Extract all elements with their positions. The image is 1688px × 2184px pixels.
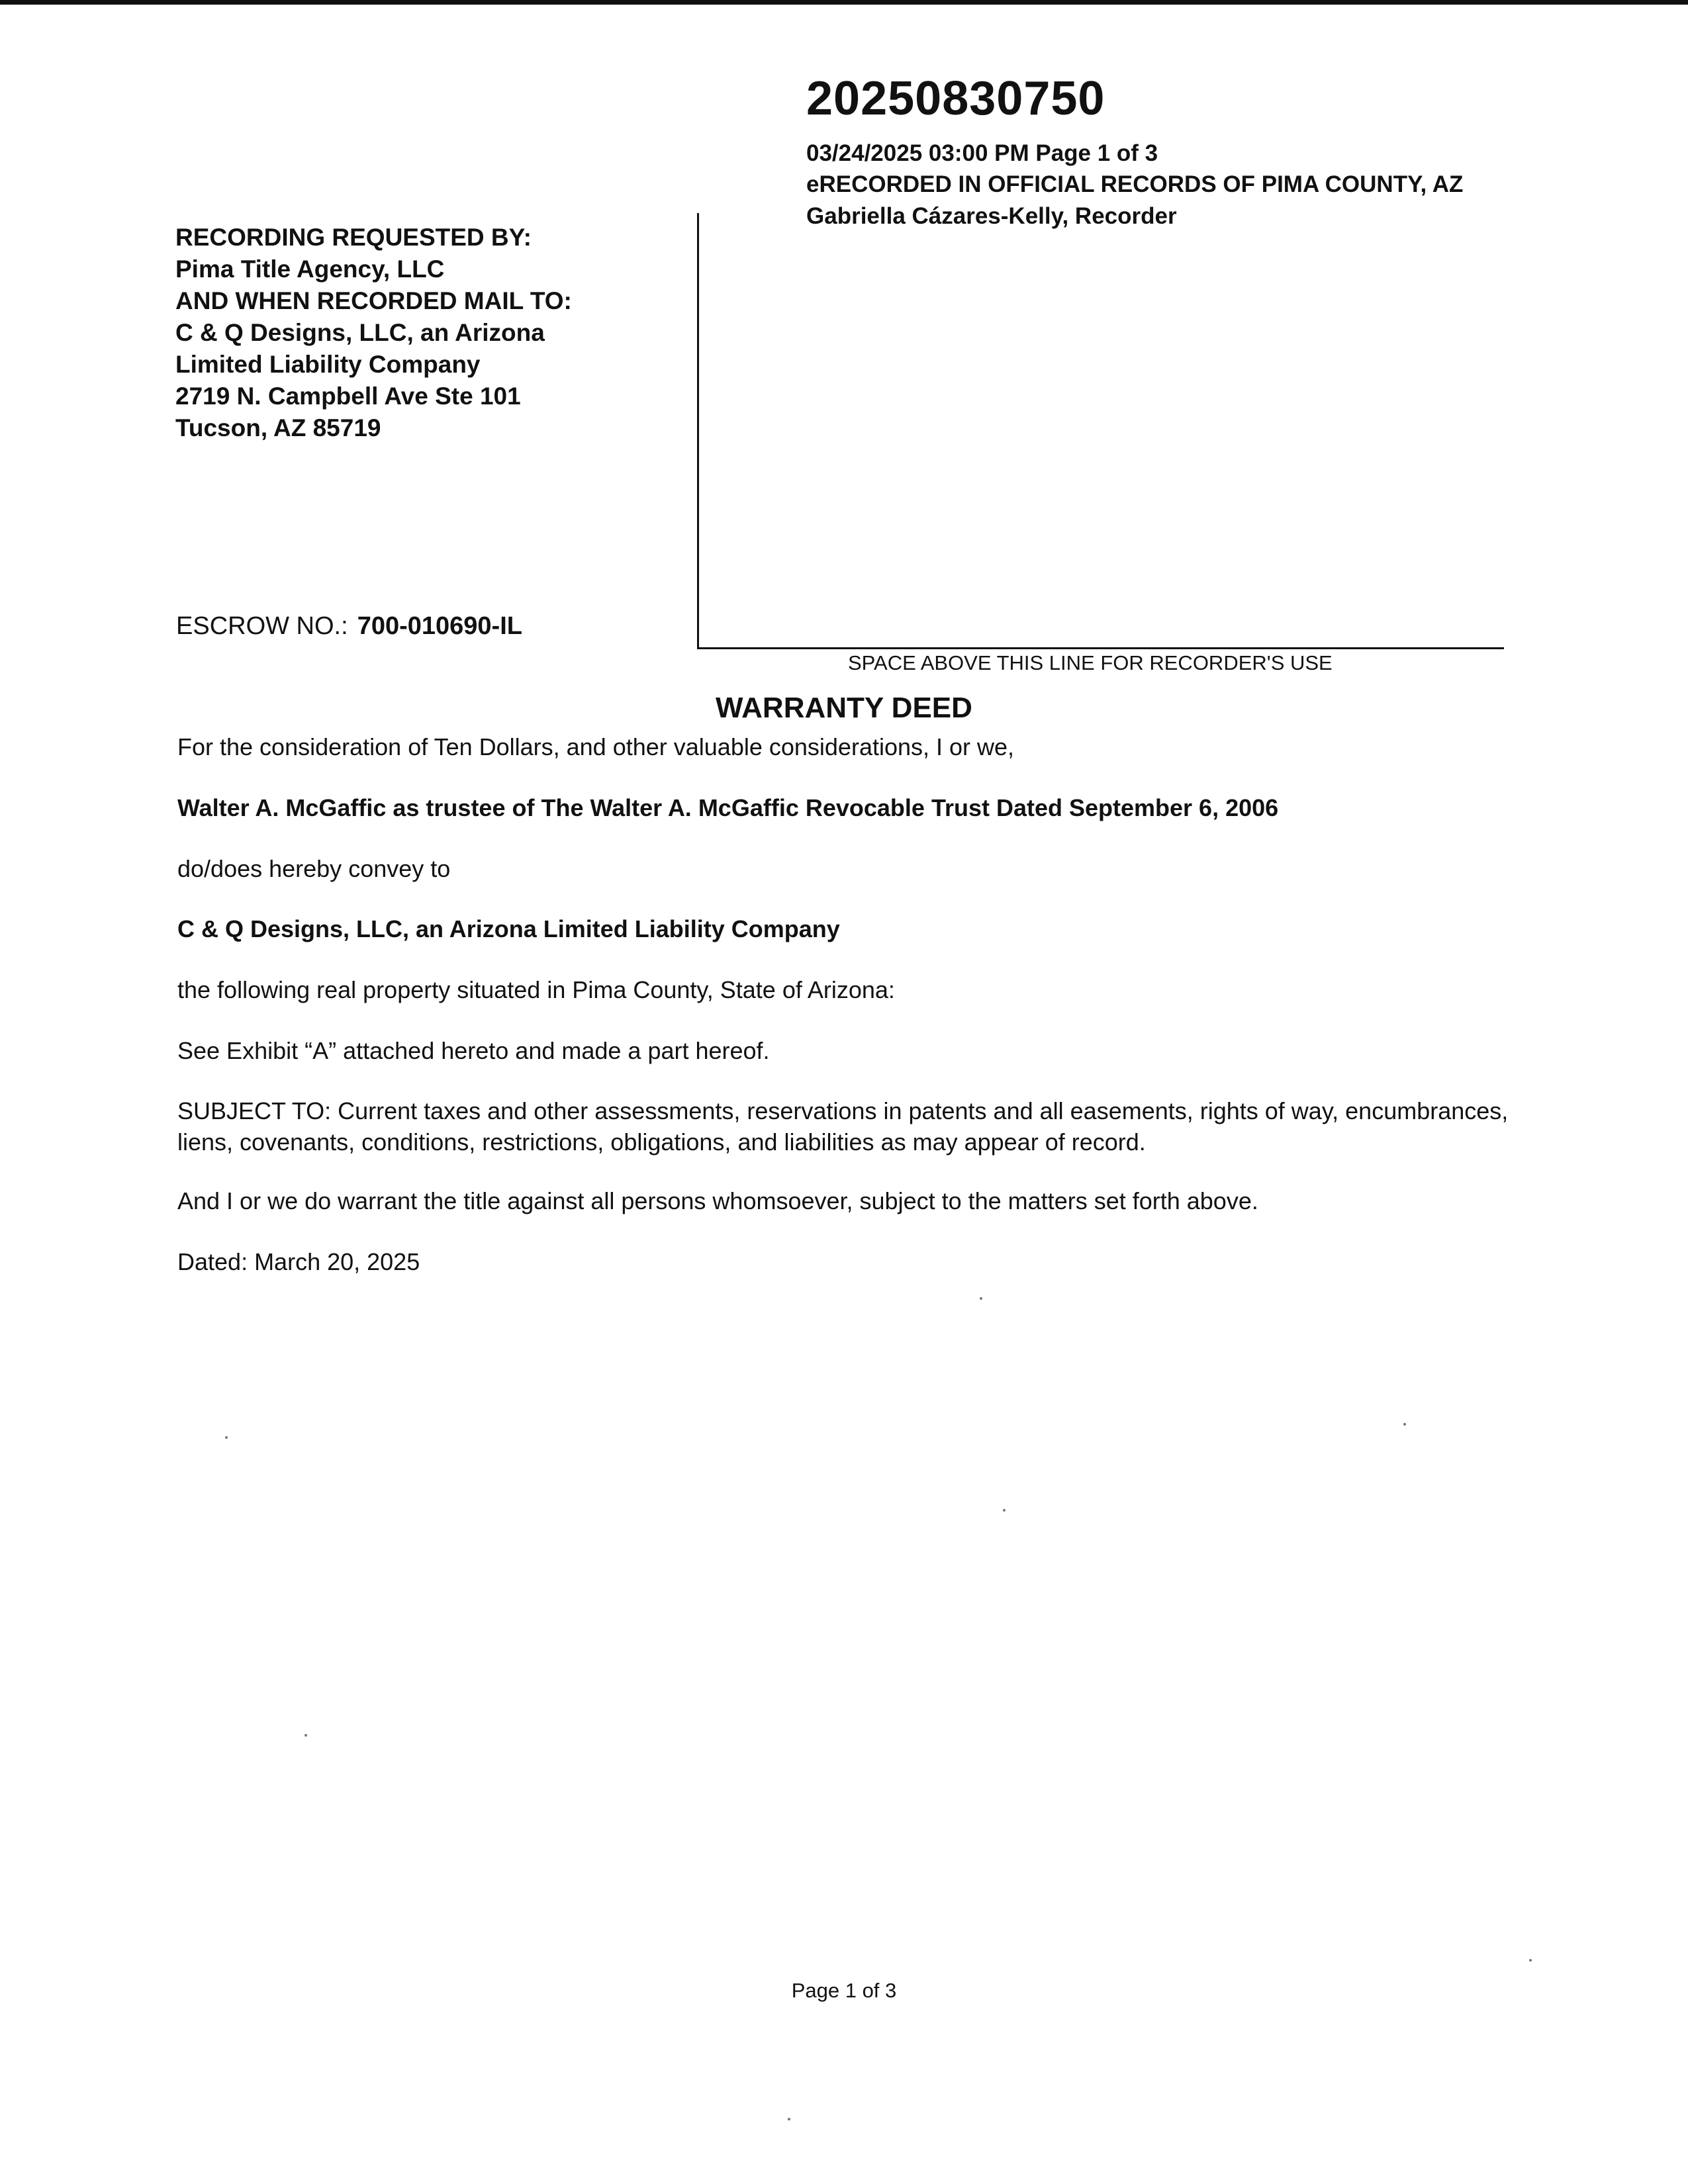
grantee-name: C & Q Designs, LLC, an Arizona Limited Liability Company <box>177 915 840 942</box>
document-title: WARRANTY DEED <box>716 692 972 724</box>
page-number-footer: Page 1 of 3 <box>791 1979 897 2002</box>
mail-to-heading: AND WHEN RECORDED MAIL TO: <box>175 287 572 314</box>
scan-speck <box>1003 1509 1006 1512</box>
recorder-box-vertical-rule <box>697 213 699 649</box>
escrow-label: ESCROW NO.: <box>176 612 348 640</box>
convey-paragraph: do/does hereby convey to <box>177 855 451 882</box>
scan-speck <box>1403 1423 1406 1426</box>
requested-by-heading: RECORDING REQUESTED BY: <box>175 224 532 251</box>
mail-to-line: Tucson, AZ 85719 <box>175 414 381 441</box>
mail-to-line: C & Q Designs, LLC, an Arizona <box>175 319 545 346</box>
requesting-agency: Pima Title Agency, LLC <box>175 255 445 283</box>
dated-line: Dated: March 20, 2025 <box>177 1248 420 1275</box>
warranty-paragraph: And I or we do warrant the title against all persons whomsoever, subject to the matters set forth above. <box>177 1187 1258 1214</box>
recorder-box-horizontal-rule <box>697 647 1504 649</box>
property-paragraph: the following real property situated in Pima County, State of Arizona: <box>177 976 895 1003</box>
scan-speck <box>305 1734 307 1737</box>
consideration-paragraph: For the consideration of Ten Dollars, and other valuable considerations, I or we, <box>177 733 1015 760</box>
subject-to-paragraph: SUBJECT TO: Current taxes and other assessments, reservations in patents and all easements, rights of way, encumbrances, liens, covenants, conditions, restrictions, obligations, and liabilities as may appear of record. <box>177 1097 1509 1156</box>
escrow-number-row <box>176 612 522 641</box>
scan-speck <box>225 1436 228 1439</box>
scan-top-border <box>0 0 1688 5</box>
scan-speck <box>788 2118 790 2120</box>
recorder-name: Gabriella Cázares-Kelly, Recorder <box>806 203 1177 229</box>
mail-to-line: 2719 N. Campbell Ave Ste 101 <box>175 383 521 410</box>
recorded-in-official-records: eRECORDED IN OFFICIAL RECORDS OF PIMA COUNTY, AZ <box>806 171 1464 197</box>
mail-to-line: Limited Liability Company <box>175 351 481 378</box>
instrument-number: 20250830750 <box>806 72 1105 125</box>
escrow-number: 700-010690-IL <box>357 612 522 640</box>
grantor-name: Walter A. McGaffic as trustee of The Walter A. McGaffic Revocable Trust Dated September 6, 2006 <box>177 794 1279 821</box>
recorder-use-note: SPACE ABOVE THIS LINE FOR RECORDER'S USE <box>848 651 1333 674</box>
exhibit-paragraph: See Exhibit “A” attached hereto and made a part hereof. <box>177 1037 770 1064</box>
scan-speck <box>980 1297 982 1300</box>
recording-requested-block <box>175 222 572 444</box>
recording-datetime-page: 03/24/2025 03:00 PM Page 1 of 3 <box>806 140 1158 166</box>
scan-speck <box>1529 1959 1532 1962</box>
